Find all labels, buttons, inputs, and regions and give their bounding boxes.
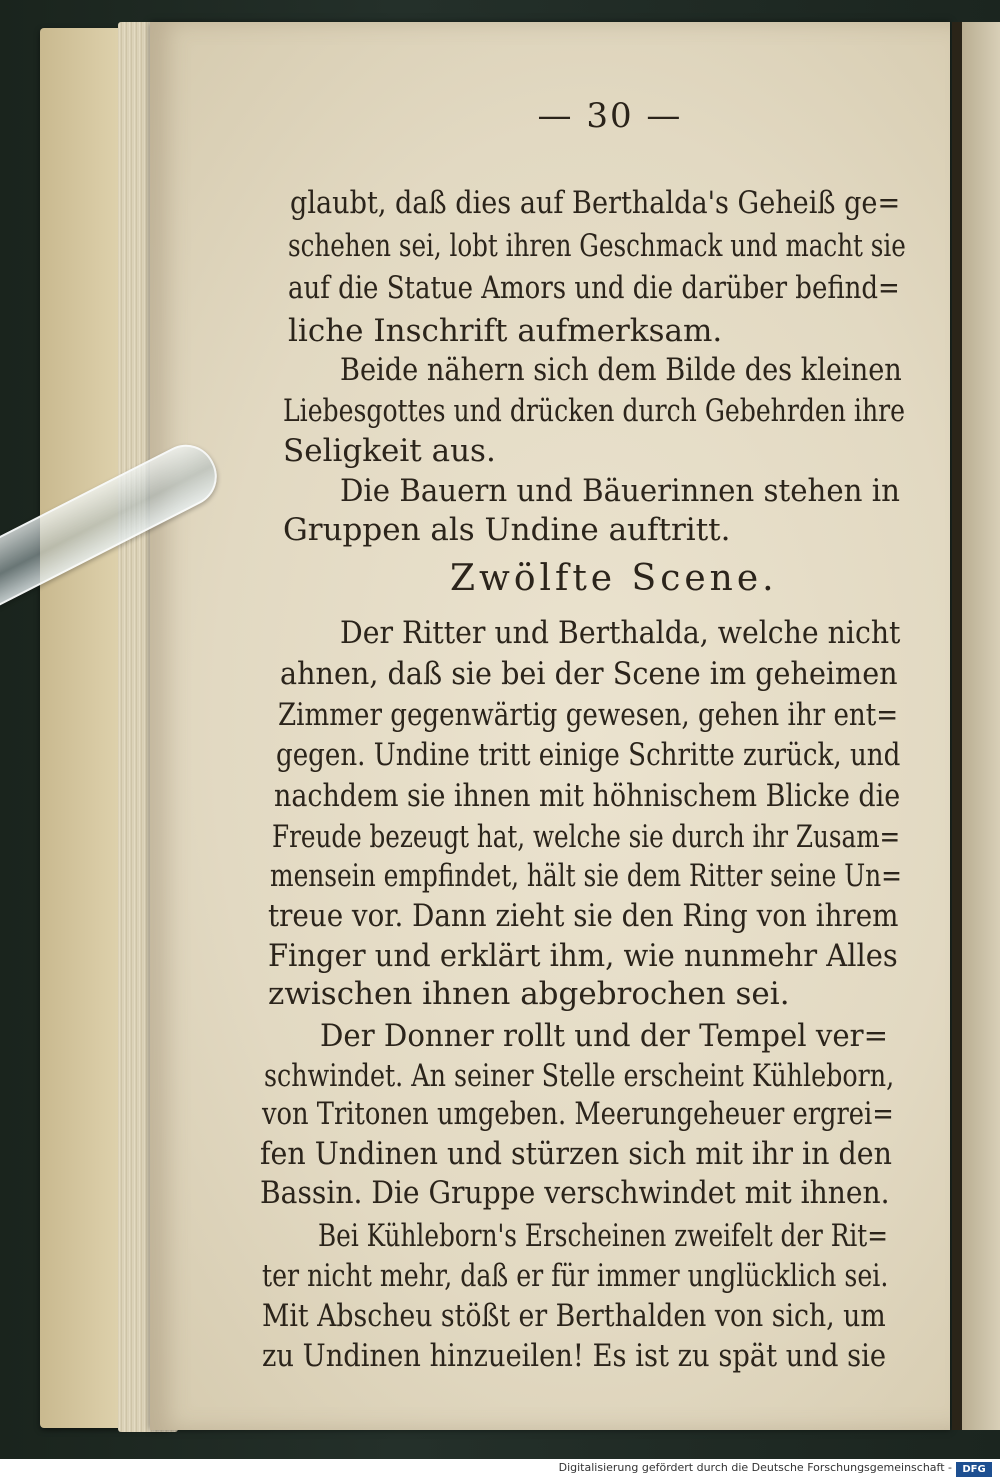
scene-heading: Zwölfte Scene. xyxy=(450,558,778,599)
text-line: Bei Kühleborn's Erscheinen zweifelt der Rit= xyxy=(318,1218,888,1254)
text-line: Der Donner rollt und der Tempel ver= xyxy=(320,1018,889,1054)
dfg-logo: DFG xyxy=(956,1462,992,1477)
text-line: von Tritonen umgeben. Meerungeheuer ergrei= xyxy=(262,1096,894,1132)
text-line: liche Inschrift aufmerksam. xyxy=(288,313,723,349)
text-line: schehen sei, lobt ihren Geschmack und macht sie xyxy=(288,228,906,264)
text-line: Beide nähern sich dem Bilde des kleinen xyxy=(340,352,902,388)
text-line: ahnen, daß sie bei der Scene im geheimen xyxy=(280,656,898,692)
footer-bar xyxy=(0,1459,1000,1481)
page-number: — 30 — xyxy=(537,96,683,136)
text-line: Freude bezeugt hat, welche sie durch ihr Zusam= xyxy=(272,819,901,855)
text-line: treue vor. Dann zieht sie den Ring von ihrem xyxy=(268,898,899,934)
text-line: Die Bauern und Bäuerinnen stehen in xyxy=(340,473,900,509)
book-gutter xyxy=(952,22,962,1430)
next-page-edge xyxy=(962,22,1000,1430)
text-line: Bassin. Die Gruppe verschwindet mit ihnen. xyxy=(260,1175,890,1211)
text-line: zu Undinen hinzueilen! Es ist zu spät und sie xyxy=(262,1338,887,1374)
text-line: Zimmer gegenwärtig gewesen, gehen ihr ent= xyxy=(278,697,899,733)
footer-credit: Digitalisierung gefördert durch die Deutsche Forschungsgemeinschaft - xyxy=(558,1461,952,1474)
text-line: mensein empfindet, hält sie dem Ritter seine Un= xyxy=(270,858,903,894)
text-line: schwindet. An seiner Stelle erscheint Kühleborn, xyxy=(264,1058,895,1094)
text-line: nachdem sie ihnen mit höhnischem Blicke die xyxy=(274,778,901,814)
text-line: auf die Statue Amors und die darüber befind= xyxy=(288,270,900,306)
text-line: ter nicht mehr, daß er für immer unglücklich sei. xyxy=(262,1258,889,1294)
text-line: Mit Abscheu stößt er Berthalden von sich, um xyxy=(262,1298,886,1334)
text-line: Gruppen als Undine auftritt. xyxy=(283,512,731,548)
text-line: Liebesgottes und drücken durch Gebehrden ihre xyxy=(283,393,905,429)
text-line: gegen. Undine tritt einige Schritte zurück, und xyxy=(276,737,901,773)
text-line: Der Ritter und Berthalda, welche nicht xyxy=(340,615,901,651)
text-line: glaubt, daß dies auf Berthalda's Geheiß ge= xyxy=(290,185,901,221)
text-line: fen Undinen und stürzen sich mit ihr in den xyxy=(260,1136,892,1172)
text-line: Seligkeit aus. xyxy=(283,433,496,469)
text-line: zwischen ihnen abgebrochen sei. xyxy=(268,976,790,1012)
text-line: Finger und erklärt ihm, wie nunmehr Alles xyxy=(268,938,898,974)
